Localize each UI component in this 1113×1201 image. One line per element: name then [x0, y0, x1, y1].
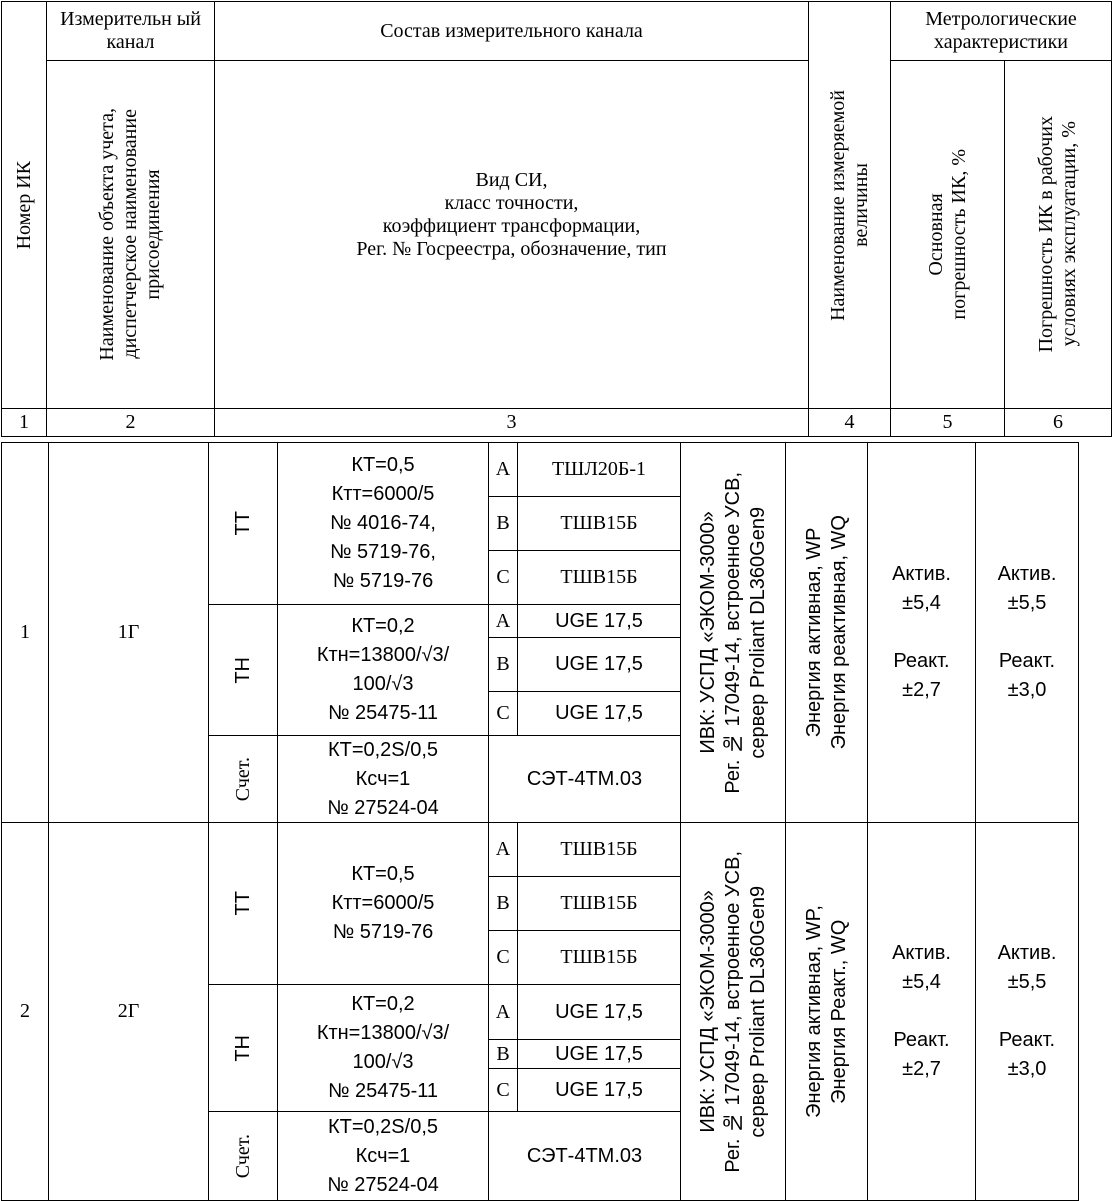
tt-spec: КТ=0,5 Ктт=6000/5 № 4016-74, № 5719-76, № 5719-76: [277, 442, 489, 605]
phase-label: В: [488, 876, 518, 931]
phase-label: А: [488, 442, 518, 497]
phase-type: ТШВ15Б: [517, 930, 681, 985]
col-number-6: 6: [1004, 408, 1112, 437]
phase-label: А: [488, 604, 518, 638]
phase-label: А: [488, 822, 518, 877]
work-error: Актив. ±5,5 Реакт. ±3,0: [975, 822, 1079, 1201]
phase-type: ТШВ15Б: [517, 496, 681, 551]
row-number: 2: [1, 822, 49, 1201]
phase-label: С: [488, 1068, 518, 1112]
ivk-cell: ИВК: УСПД «ЭКОМ-3000» Рег. № 17049-14, встроенное УСВ, сервер Proliant DL360Gen9: [680, 442, 786, 823]
object-name: 2Г: [48, 822, 209, 1201]
header-col2: [46, 60, 215, 409]
tn-label: ТН: [208, 984, 278, 1112]
header-col1-title: Номер ИК: [12, 160, 35, 250]
phase-type: ТШВ15Б: [517, 876, 681, 931]
meter-spec: КТ=0,2S/0,5 Ксч=1 № 27524-04: [277, 735, 489, 823]
phase-type: UGE 17,5: [517, 604, 681, 638]
col-number-5: 5: [890, 408, 1005, 437]
header-col4: [808, 1, 891, 409]
work-error: Актив. ±5,5 Реакт. ±3,0: [975, 442, 1079, 823]
header-col1: [1, 1, 47, 409]
meter-type: СЭТ-4ТМ.03: [488, 735, 681, 823]
phase-type: ТШВ15Б: [517, 822, 681, 877]
col-number-2: 2: [46, 408, 215, 437]
meter-type: СЭТ-4ТМ.03: [488, 1111, 681, 1201]
base-error: Актив. ±5,4 Реакт. ±2,7: [867, 822, 976, 1201]
tn-spec: КТ=0,2 Ктн=13800/√3/ 100/√3 № 25475-11: [277, 604, 489, 736]
header-col6: [1004, 60, 1112, 409]
header-metro-group: Метрологические характеристики: [890, 1, 1112, 61]
phase-type: ТШЛ20Б-1: [517, 442, 681, 497]
phase-label: В: [488, 496, 518, 551]
phase-label: А: [488, 984, 518, 1040]
header-col3: Вид СИ, класс точности, коэффициент трансформации, Рег. № Госреестра, обозначение, тип: [214, 60, 809, 409]
header-col5-title: Основная погрешность ИК, %: [924, 149, 970, 320]
meter-spec: КТ=0,2S/0,5 Ксч=1 № 27524-04: [277, 1111, 489, 1201]
phase-type: UGE 17,5: [517, 984, 681, 1040]
header-col5: [890, 60, 1005, 409]
tn-label: ТН: [208, 604, 278, 736]
base-error: Актив. ±5,4 Реакт. ±2,7: [867, 442, 976, 823]
header-col3-group: Состав измерительного канала: [214, 1, 809, 61]
col-number-1: 1: [1, 408, 47, 437]
phase-label: С: [488, 691, 518, 736]
meter-label: Счет.: [208, 735, 278, 823]
tt-spec: КТ=0,5 Ктт=6000/5 № 5719-76: [277, 822, 489, 985]
header-col2-title: Наименование объекта учета, диспетчерское наименование присоединения: [96, 108, 164, 361]
object-name: 1Г: [48, 442, 209, 823]
phase-type: UGE 17,5: [517, 637, 681, 692]
phase-type: ТШВ15Б: [517, 550, 681, 605]
phase-type: UGE 17,5: [517, 1039, 681, 1069]
quantity-cell: Энергия активная, WP, Энергия Реакт., WQ: [785, 822, 868, 1201]
phase-label: С: [488, 550, 518, 605]
phase-label: В: [488, 1039, 518, 1069]
quantity-cell: Энергия активная, WP Энергия реактивная, WQ: [785, 442, 868, 823]
header-col6-title: Погрешность ИК в рабочих условиях эксплуатации, %: [1035, 116, 1080, 353]
col-number-4: 4: [808, 408, 891, 437]
tt-label: ТТ: [208, 442, 278, 605]
meter-label: Счет.: [208, 1111, 278, 1201]
phase-type: UGE 17,5: [517, 1068, 681, 1112]
phase-label: В: [488, 637, 518, 692]
row-number: 1: [1, 442, 49, 823]
tn-spec: КТ=0,2 Ктн=13800/√3/ 100/√3 № 25475-11: [277, 984, 489, 1112]
col-number-3: 3: [214, 408, 809, 437]
header-col2-group: Измерительн ый канал: [46, 1, 215, 61]
header-col4-title: Наименование измеряемой величины: [826, 89, 872, 321]
tt-label: ТТ: [208, 822, 278, 985]
phase-type: UGE 17,5: [517, 691, 681, 736]
phase-label: С: [488, 930, 518, 985]
ivk-cell: ИВК: УСПД «ЭКОМ-3000» Рег. № 17049-14, встроенное УСВ, сервер Proliant DL360Gen9: [680, 822, 786, 1201]
